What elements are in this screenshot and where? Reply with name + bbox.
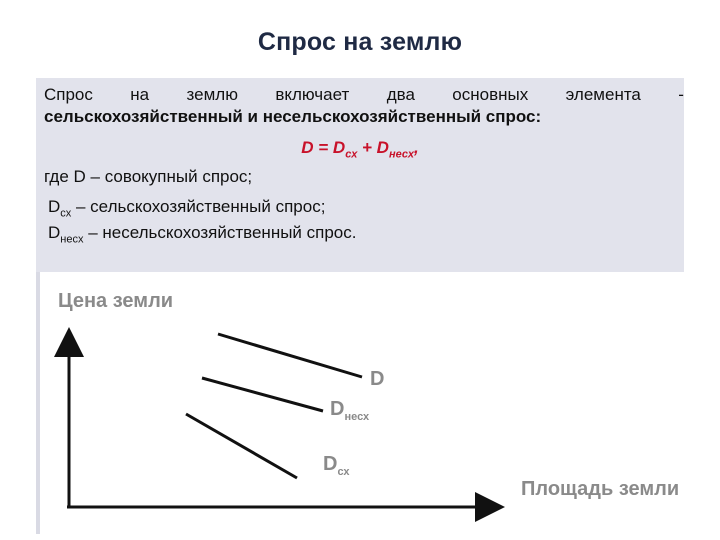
page-title: Спрос на землю [257,28,463,56]
word: два [386,85,415,104]
definition-dnesx: $D_{несх}$ – несельскохозяйственный спрос. [48,223,357,246]
definition-d: где D – совокупный спрос; [44,167,253,186]
word: землю [186,85,238,104]
definition-dsx: $D_{сх}$ – сельскохозяйственный спрос; [48,197,326,220]
curve-d [218,334,362,377]
word: на [130,85,150,104]
formula-sub-sx: сх [345,148,358,161]
word: основных [452,85,529,104]
formula-sub-nesx: несх [388,148,414,161]
word: включает [275,85,350,104]
formula-tail: , [413,138,419,157]
formula-lhs: D = D [301,138,346,157]
curve-label-dsx: $D_{сх}$ [323,453,350,478]
curve-dsx [186,414,297,478]
word: Спрос [44,85,93,104]
word: - [678,85,684,104]
y-axis-label: Цена земли [58,290,174,312]
intro-line-2: сельскохозяйственный и несельскохозяйственный спрос: [44,107,542,126]
formula-plus: + D [357,138,389,157]
curve-dnesx [202,378,323,411]
curve-label-d: D [370,368,385,390]
word: элемента [565,85,641,104]
x-axis-label: Площадь земли [521,478,680,500]
curve-label-dnesx: $D_{несх}$ [330,398,370,423]
